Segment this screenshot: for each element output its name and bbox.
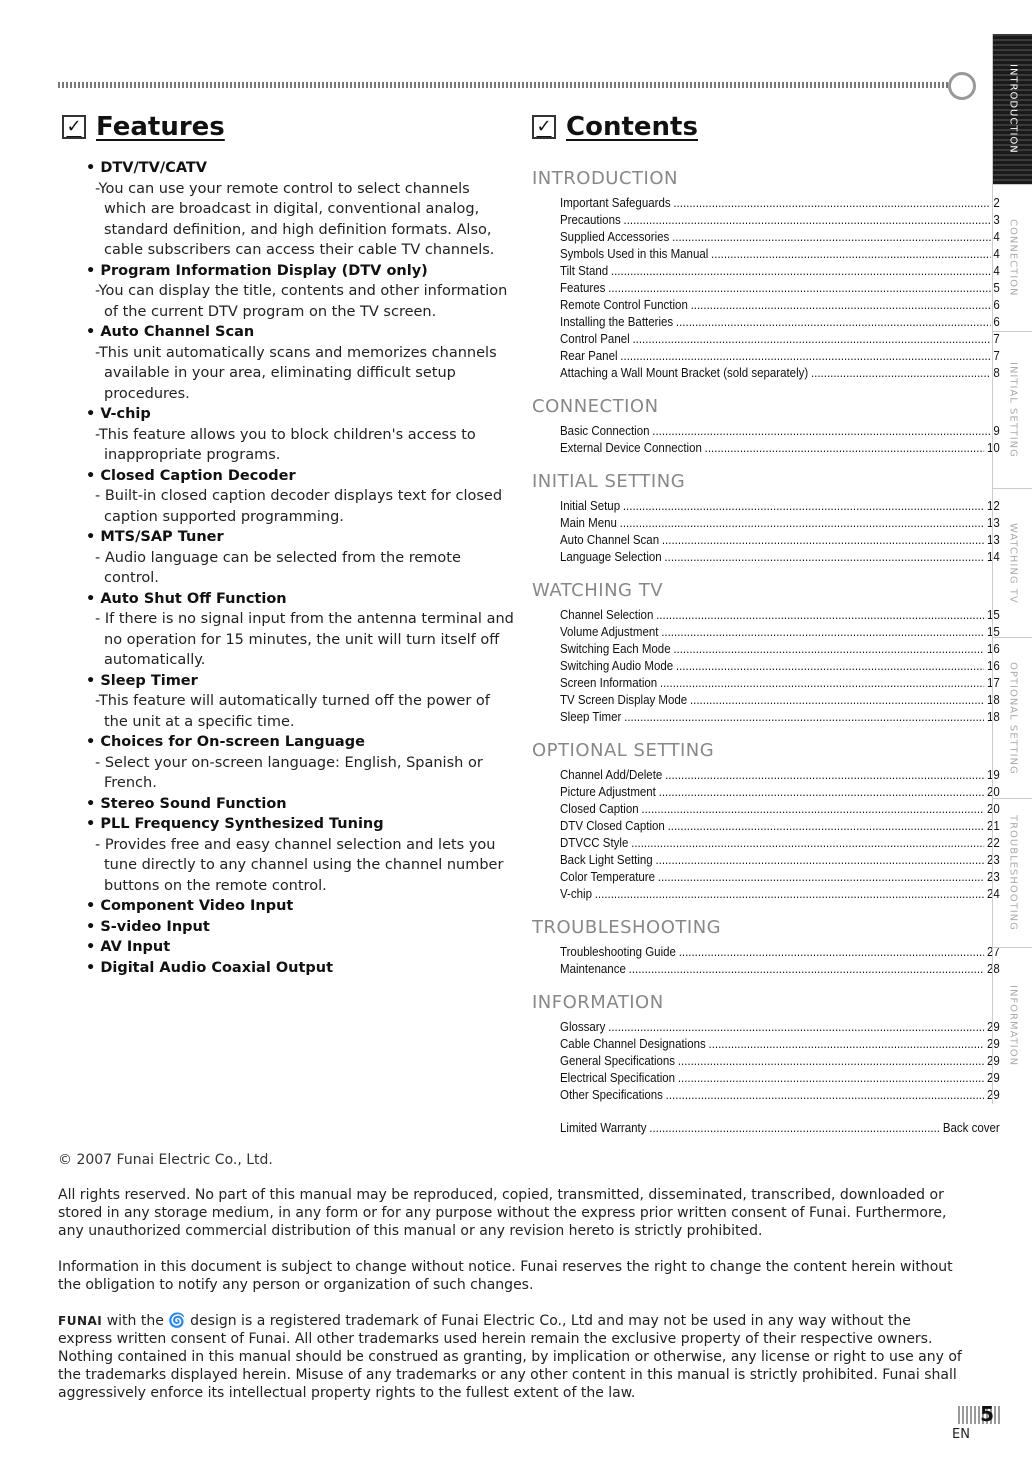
dot-leader [676, 658, 984, 675]
entry-page: 4 [993, 264, 1000, 278]
dot-leader [655, 852, 984, 869]
entry-page: 29 [986, 1020, 1000, 1034]
entry-title: Back Light Setting [560, 853, 653, 867]
dot-leader [620, 515, 985, 532]
dot-leader [679, 944, 985, 961]
entry-page: 13 [986, 533, 1000, 547]
dot-leader [632, 331, 990, 348]
dot-leader [641, 801, 984, 818]
side-tab[interactable] [992, 34, 1032, 184]
dot-leader [811, 365, 991, 382]
feature-title: • S-video Input [86, 917, 516, 938]
entry-page: 27 [986, 945, 1000, 959]
trademark-paragraph [58, 1312, 968, 1402]
feature-item [86, 937, 516, 958]
feature-title: • PLL Frequency Synthesized Tuning [86, 814, 516, 835]
feature-title: • AV Input [86, 937, 516, 958]
contents-entry[interactable] [560, 297, 1000, 314]
side-tab-label: INTRODUCTION [1007, 64, 1019, 154]
contents-entry[interactable] [560, 784, 1000, 801]
entry-title: TV Screen Display Mode [560, 693, 688, 707]
dot-leader [631, 835, 984, 852]
feature-title: • Closed Caption Decoder [86, 466, 516, 487]
contents-entry[interactable] [560, 961, 1000, 978]
contents-entry[interactable] [560, 801, 1000, 818]
contents-entry[interactable] [560, 1036, 1000, 1053]
dot-leader [649, 1120, 940, 1137]
entry-title: Other Specifications [560, 1088, 663, 1102]
dot-leader [662, 532, 984, 549]
entry-title: V-chip [560, 887, 592, 901]
contents-entry[interactable] [560, 675, 1000, 692]
entry-title: Switching Audio Mode [560, 659, 674, 673]
feature-description: -You can display the title, contents and other information of the current DTV program on the TV screen. [95, 283, 508, 320]
entry-page: 28 [986, 962, 1000, 976]
dot-leader [661, 624, 984, 641]
entry-page: 24 [986, 887, 1000, 901]
dot-leader [623, 498, 984, 515]
entry-page: 29 [986, 1054, 1000, 1068]
entry-page: 14 [986, 550, 1000, 564]
entry-title: Rear Panel [560, 349, 618, 363]
feature-title: • Digital Audio Coaxial Output [86, 958, 516, 979]
entry-title: Symbols Used in this Manual [560, 247, 709, 261]
dot-leader [652, 423, 990, 440]
entry-page: 22 [986, 836, 1000, 850]
contents-group [532, 740, 1000, 903]
feature-item [86, 527, 516, 589]
checkbox-icon: ✓ [62, 115, 86, 139]
rights-paragraph: All rights reserved. No part of this manual may be reproduced, copied, transmitted, disseminated, transcribed, downloaded or stored in any storage medium, in any form or for any purpose without the express prior written consent of Funai. Furthermore, any unauthorized commercial distribution of this manual or any revision hereto is strictly prohibited. [58, 1187, 947, 1239]
entry-title: Channel Selection [560, 608, 654, 622]
entry-page: 3 [993, 213, 1000, 227]
contents-category: WATCHING TV [532, 580, 664, 601]
entry-page: 7 [993, 349, 1000, 363]
contents-entry[interactable] [560, 852, 1000, 869]
feature-item [86, 814, 516, 896]
contents-entry[interactable] [560, 1070, 1000, 1087]
entry-page: 4 [993, 230, 1000, 244]
entry-page: 23 [986, 870, 1000, 884]
contents-entry[interactable] [560, 212, 1000, 229]
dot-leader [691, 297, 991, 314]
side-tab-label: INITIAL SETTING [1007, 362, 1019, 458]
entry-title: Precautions [560, 213, 621, 227]
contents-entry[interactable] [560, 195, 1000, 212]
entry-title: DTV Closed Caption [560, 819, 665, 833]
contents-group [532, 992, 1000, 1104]
side-tab[interactable] [992, 331, 1032, 488]
features-title: Features [96, 112, 225, 142]
dot-leader [711, 246, 991, 263]
entry-page: 29 [986, 1037, 1000, 1051]
entry-page: 9 [993, 424, 1000, 438]
feature-item [86, 794, 516, 815]
contents-entry[interactable] [560, 767, 1000, 784]
contents-entry[interactable] [560, 440, 1000, 457]
entry-page: 29 [986, 1071, 1000, 1085]
contents-title: Contents [566, 112, 698, 142]
dot-leader [676, 314, 991, 331]
entry-page: 16 [986, 642, 1000, 656]
entry-title: Auto Channel Scan [560, 533, 660, 547]
entry-title: Picture Adjustment [560, 785, 656, 799]
feature-title: • MTS/SAP Tuner [86, 527, 516, 548]
entry-page: 21 [986, 819, 1000, 833]
dot-leader [659, 784, 985, 801]
dot-leader [658, 869, 984, 886]
contents-entry-warranty[interactable] [560, 1120, 1000, 1137]
contents-entry[interactable] [560, 641, 1000, 658]
entry-title: Volume Adjustment [560, 625, 659, 639]
entry-title: Features [560, 281, 606, 295]
side-tab-label: CONNECTION [1007, 219, 1019, 297]
entry-title: General Specifications [560, 1054, 676, 1068]
entry-title: Troubleshooting Guide [560, 945, 676, 959]
dot-leader [595, 886, 984, 903]
entry-title: Supplied Accessories [560, 230, 670, 244]
entry-title: Switching Each Mode [560, 642, 671, 656]
entry-page: Back cover [942, 1121, 1000, 1135]
entry-page: 18 [986, 693, 1000, 707]
header-rule [58, 82, 964, 88]
entry-title: Installing the Batteries [560, 315, 674, 329]
feature-description: - Select your on-screen language: English, Spanish or French. [95, 754, 483, 791]
entry-page: 23 [986, 853, 1000, 867]
entry-title: Screen Information [560, 676, 658, 690]
feature-description: -You can use your remote control to select channels which are broadcast in digital, conventional analog, standard definition, and high definition formats. Also, cable subscribers can access their cable TV channels. [95, 180, 495, 258]
entry-page: 20 [986, 802, 1000, 816]
entry-page: 7 [993, 332, 1000, 346]
entry-title: Control Panel [560, 332, 630, 346]
feature-description: -This unit automatically scans and memorizes channels available in your area, eliminating difficult setup procedures. [95, 344, 497, 402]
dot-leader [673, 195, 990, 212]
dot-leader [623, 212, 990, 229]
language-code: EN [952, 1427, 970, 1442]
entry-title: Color Temperature [560, 870, 656, 884]
dot-leader [664, 549, 984, 566]
feature-title: • Sleep Timer [86, 671, 516, 692]
dot-leader [629, 961, 985, 978]
entry-page: 5 [993, 281, 1000, 295]
contents-entry[interactable] [560, 1019, 1000, 1036]
contents-group [532, 168, 1000, 382]
dot-leader [690, 692, 984, 709]
entry-page: 15 [986, 608, 1000, 622]
dot-leader [608, 1019, 984, 1036]
contents-entry[interactable] [560, 658, 1000, 675]
contents-entry[interactable] [560, 515, 1000, 532]
side-tab-label: TROUBLESHOOTING [1007, 815, 1019, 931]
feature-description: - Audio language can be selected from the remote control. [95, 549, 461, 586]
entry-page: 15 [986, 625, 1000, 639]
contents-group [532, 396, 1000, 457]
side-tab-label: INFORMATION [1007, 985, 1019, 1067]
entry-page: 6 [993, 315, 1000, 329]
side-tab-label: WATCHING TV [1007, 522, 1019, 604]
contents-group [532, 580, 1000, 726]
entry-title: Limited Warranty [560, 1121, 647, 1135]
entry-title: Maintenance [560, 962, 626, 976]
contents-category: OPTIONAL SETTING [532, 740, 715, 761]
entry-title: Tilt Stand [560, 264, 609, 278]
entry-title: Main Menu [560, 516, 617, 530]
dot-leader [656, 607, 984, 624]
contents-entry[interactable] [560, 348, 1000, 365]
entry-title: Electrical Specification [560, 1071, 676, 1085]
contents-entry[interactable] [560, 365, 1000, 382]
dot-leader [672, 229, 991, 246]
contents-entry[interactable] [560, 246, 1000, 263]
side-tab[interactable] [992, 637, 1032, 798]
feature-item [86, 466, 516, 528]
features-list [86, 158, 516, 978]
copyright: © 2007 Funai Electric Co., Ltd. [58, 1152, 273, 1168]
feature-description: -This feature will automatically turned off the power of the unit at a specific time. [95, 693, 490, 730]
dot-leader [624, 709, 984, 726]
dot-leader [678, 1070, 984, 1087]
contents-entry[interactable] [560, 818, 1000, 835]
side-tab[interactable] [992, 184, 1032, 331]
contents-entry[interactable] [560, 423, 1000, 440]
entry-page: 17 [986, 676, 1000, 690]
contents-entry[interactable] [560, 624, 1000, 641]
contents-entry[interactable] [560, 549, 1000, 566]
contents-entry[interactable] [560, 607, 1000, 624]
feature-title: • Auto Shut Off Function [86, 589, 516, 610]
entry-title: Remote Control Function [560, 298, 688, 312]
entry-title: Language Selection [560, 550, 662, 564]
contents-heading [532, 112, 698, 142]
checkbox-icon: ✓ [532, 115, 556, 139]
entry-title: Glossary [560, 1020, 606, 1034]
dot-leader [665, 767, 984, 784]
feature-title: • V-chip [86, 404, 516, 425]
dot-leader [666, 1087, 985, 1104]
dot-leader [673, 641, 984, 658]
entry-title: Cable Channel Designations [560, 1037, 706, 1051]
feature-title: • Stereo Sound Function [86, 794, 516, 815]
feature-description: - If there is no signal input from the antenna terminal and no operation for 15 minutes, the unit will turn itself off automatically. [95, 611, 514, 668]
contents-entry[interactable] [560, 1053, 1000, 1070]
page-number: 5 [980, 1402, 994, 1426]
feature-item [86, 261, 516, 323]
contents-category: INTRODUCTION [532, 168, 678, 189]
contents-entry[interactable] [560, 498, 1000, 515]
page-number-block [958, 1402, 1000, 1426]
contents-entry[interactable] [560, 1087, 1000, 1104]
dot-leader [620, 348, 990, 365]
feature-item [86, 917, 516, 938]
dot-leader [678, 1053, 984, 1070]
entry-page: 19 [986, 768, 1000, 782]
entry-title: Attaching a Wall Mount Bracket (sold separately) [560, 366, 809, 380]
entry-page: 16 [986, 659, 1000, 673]
dot-leader [660, 675, 984, 692]
dot-leader [668, 818, 985, 835]
contents-entry[interactable] [560, 692, 1000, 709]
feature-item [86, 589, 516, 671]
feature-description: - Built-in closed caption decoder displays text for closed caption supported programming. [95, 488, 503, 525]
contents-entry[interactable] [560, 944, 1000, 961]
feature-title: • Choices for On-screen Language [86, 732, 516, 753]
side-tab[interactable] [992, 488, 1032, 637]
entry-page: 13 [986, 516, 1000, 530]
entry-page: 2 [993, 196, 1000, 210]
feature-item [86, 322, 516, 404]
entry-title: Important Safeguards [560, 196, 671, 210]
entry-title: Channel Add/Delete [560, 768, 663, 782]
side-tabs [992, 34, 1032, 1104]
feature-item [86, 158, 516, 261]
feature-item [86, 732, 516, 794]
contents-category: TROUBLESHOOTING [532, 917, 722, 938]
dot-leader [709, 1036, 985, 1053]
contents-entry[interactable] [560, 331, 1000, 348]
entry-page: 8 [993, 366, 1000, 380]
feature-title: • DTV/TV/CATV [86, 158, 516, 179]
dot-leader [705, 440, 985, 457]
entry-title: DTVCC Style [560, 836, 629, 850]
contents-entry[interactable] [560, 229, 1000, 246]
contents-group [532, 917, 1000, 978]
contents-entry[interactable] [560, 280, 1000, 297]
contents-list [532, 168, 1000, 1137]
feature-description: -This feature allows you to block children's access to inappropriate programs. [95, 426, 476, 463]
entry-page: 4 [993, 247, 1000, 261]
entry-page: 10 [986, 441, 1000, 455]
contents-entry[interactable] [560, 869, 1000, 886]
feature-item [86, 896, 516, 917]
entry-title: Initial Setup [560, 499, 621, 513]
entry-page: 20 [986, 785, 1000, 799]
contents-entry[interactable] [560, 314, 1000, 331]
side-tab[interactable] [992, 798, 1032, 947]
entry-page: 12 [986, 499, 1000, 513]
contents-category: CONNECTION [532, 396, 659, 417]
trademark-text: with the 🌀 design is a registered trademark of Funai Electric Co., Ltd and may not be used in any way without the express written consent of Funai. All other trademarks used herein remain the exclusive property of their respective owners. Nothing contained in this manual should be construed as granting, by implication or otherwise, any license or right to use any of the trademarks displayed herein. Misuse of any trademarks or any other content in this manual is strictly prohibited. Funai shall aggressively enforce its intellectual property rights to the fullest extent of the law. [58, 1313, 962, 1401]
contents-category: INITIAL SETTING [532, 471, 686, 492]
features-heading [62, 112, 225, 142]
feature-item [86, 404, 516, 466]
entry-page: 6 [993, 298, 1000, 312]
feature-description: - Provides free and easy channel selection and lets you tune directly to any channel using the channel number buttons on the remote control. [95, 836, 504, 894]
feature-item [86, 671, 516, 733]
entry-title: Basic Connection [560, 424, 650, 438]
side-tab-label: OPTIONAL SETTING [1007, 661, 1019, 775]
entry-title: External Device Connection [560, 441, 702, 455]
side-tab[interactable] [992, 947, 1032, 1104]
entry-title: Sleep Timer [560, 710, 622, 724]
entry-page: 18 [986, 710, 1000, 724]
feature-title: • Component Video Input [86, 896, 516, 917]
entry-title: Closed Caption [560, 802, 639, 816]
dot-leader [611, 263, 991, 280]
contents-group [532, 471, 1000, 566]
contents-entry[interactable] [560, 709, 1000, 726]
feature-title: • Auto Channel Scan [86, 322, 516, 343]
contents-category: INFORMATION [532, 992, 664, 1013]
contents-entry[interactable] [560, 532, 1000, 549]
feature-item [86, 958, 516, 979]
contents-entry[interactable] [560, 835, 1000, 852]
feature-title: • Program Information Display (DTV only) [86, 261, 516, 282]
contents-entry[interactable] [560, 886, 1000, 903]
contents-entry[interactable] [560, 263, 1000, 280]
header-rule-circle [948, 72, 976, 100]
dot-leader [608, 280, 990, 297]
funai-logo: FUNAI [58, 1314, 103, 1328]
entry-page: 29 [986, 1088, 1000, 1102]
notice-paragraph: Information in this document is subject to change without notice. Funai reserves the right to change the content herein without the obligation to notify any person or organization of such changes. [58, 1259, 953, 1293]
